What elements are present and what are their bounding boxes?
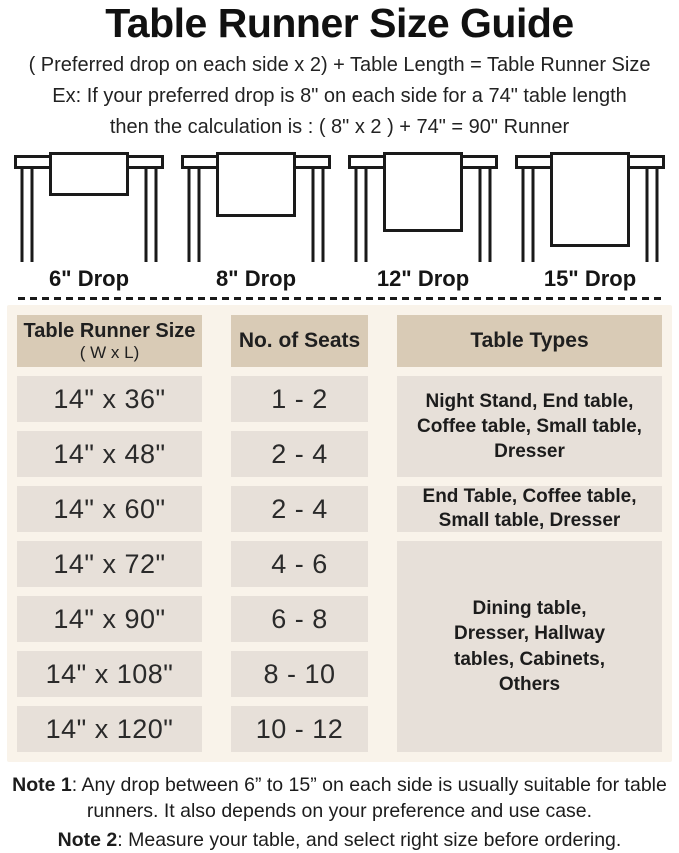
header-runner-size-line1: Table Runner Size bbox=[23, 319, 196, 342]
drop-label: 12" Drop bbox=[376, 266, 470, 292]
table-runner-illustration-icon bbox=[515, 152, 665, 263]
dashed-divider bbox=[18, 297, 661, 300]
note-1-label: Note 1 bbox=[12, 774, 72, 797]
table-runner-illustration-icon bbox=[181, 152, 331, 263]
seats-cell: 4 - 6 bbox=[231, 541, 368, 587]
note-1-text: : Any drop between 6” to 15” on each side is usually suitable for table runners. It also depends on your preference and use case. bbox=[71, 774, 667, 823]
seats-cell: 8 - 10 bbox=[231, 651, 368, 697]
size-cell: 14" x 108" bbox=[17, 651, 202, 697]
header-runner-size bbox=[17, 315, 202, 367]
size-cell: 14" x 120" bbox=[17, 706, 202, 752]
table-types-cell-small: Night Stand, End table, Coffee table, Small table, Dresser bbox=[397, 376, 662, 477]
drop-figure-6in bbox=[13, 152, 165, 292]
header-seats: No. of Seats bbox=[231, 315, 368, 367]
size-table-panel bbox=[7, 305, 672, 762]
drop-figures-row bbox=[0, 152, 679, 292]
size-cell: 14" x 72" bbox=[17, 541, 202, 587]
drop-figure-8in bbox=[180, 152, 332, 292]
seats-cell: 1 - 2 bbox=[231, 376, 368, 422]
example-line-2: then the calculation is : ( 8" x 2 ) + 74" = 90" Runner bbox=[109, 116, 570, 139]
formula-text: ( Preferred drop on each side x 2) + Table Length = Table Runner Size bbox=[28, 54, 651, 77]
size-cell: 14" x 60" bbox=[17, 486, 202, 532]
size-table bbox=[17, 315, 662, 752]
size-cell: 14" x 90" bbox=[17, 596, 202, 642]
table-types-cell-medium: End Table, Coffee table, Small table, Dresser bbox=[397, 486, 662, 532]
drop-figure-15in bbox=[514, 152, 666, 292]
seats-cell: 6 - 8 bbox=[231, 596, 368, 642]
table-types-cell-large: Dining table, Dresser, Hallway tables, Cabinets, Others bbox=[397, 541, 662, 752]
size-cell: 14" x 36" bbox=[17, 376, 202, 422]
page-title: Table Runner Size Guide bbox=[105, 0, 574, 46]
note-1 bbox=[8, 772, 671, 824]
drop-label: 8" Drop bbox=[215, 266, 297, 292]
size-cell: 14" x 48" bbox=[17, 431, 202, 477]
table-runner-illustration-icon bbox=[348, 152, 498, 263]
note-2-label: Note 2 bbox=[57, 829, 118, 852]
header-table-types: Table Types bbox=[397, 315, 662, 367]
seats-cell: 2 - 4 bbox=[231, 486, 368, 532]
seats-cell: 2 - 4 bbox=[231, 431, 368, 477]
drop-label: 6" Drop bbox=[48, 266, 130, 292]
notes-section bbox=[8, 772, 671, 853]
seats-cell: 10 - 12 bbox=[231, 706, 368, 752]
drop-figure-12in bbox=[347, 152, 499, 292]
example-line-1: Ex: If your preferred drop is 8" on each side for a 74" table length bbox=[52, 85, 627, 108]
table-runner-illustration-icon bbox=[14, 152, 164, 263]
note-2-text: : Measure your table, and select right size before ordering. bbox=[117, 829, 622, 852]
note-2 bbox=[8, 827, 671, 853]
drop-label: 15" Drop bbox=[543, 266, 637, 292]
header-runner-size-line2: ( W x L) bbox=[79, 342, 140, 362]
